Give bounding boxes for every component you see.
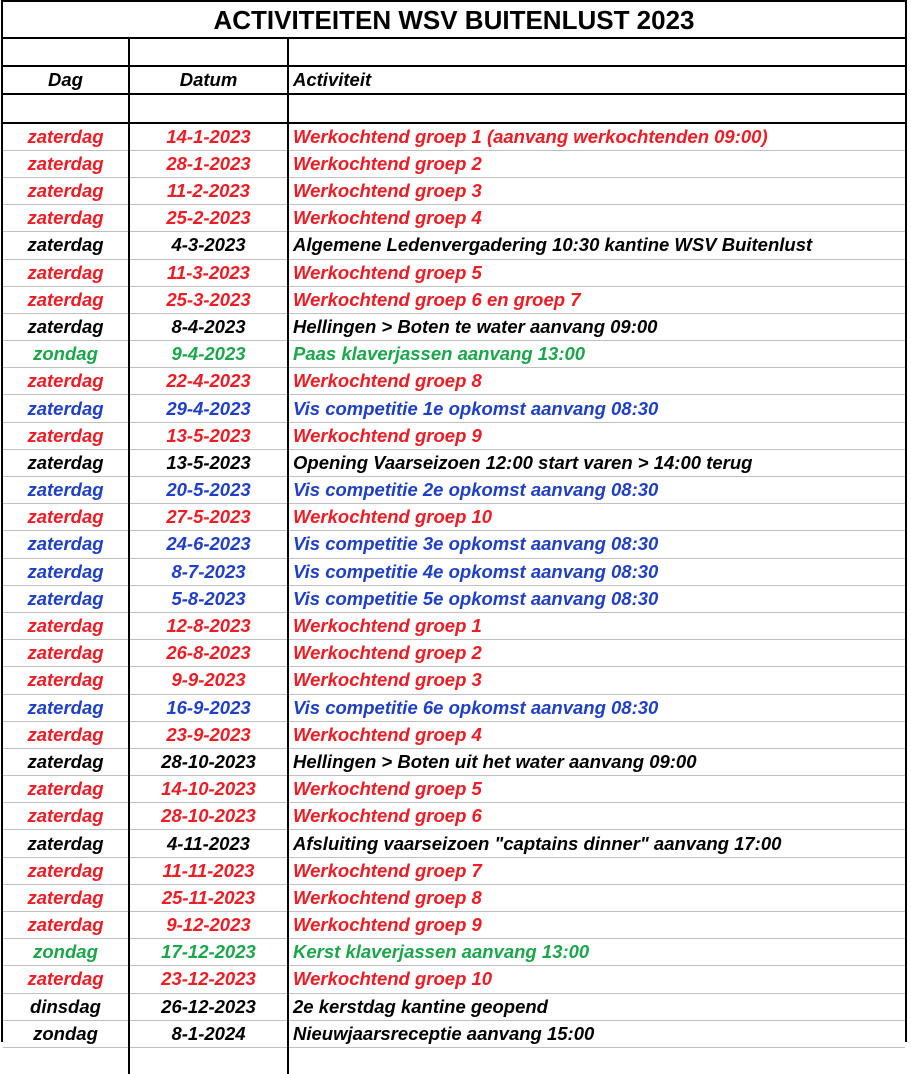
cell-dag[interactable]: zaterdag: [3, 368, 129, 395]
cell-activiteit[interactable]: Paas klaverjassen aanvang 13:00: [288, 341, 905, 368]
blank-row-bottom: [3, 1047, 905, 1074]
table-row: [3, 341, 905, 368]
cell-dag[interactable]: zaterdag: [3, 803, 129, 830]
cell-dag[interactable]: dinsdag: [3, 993, 129, 1020]
cell-datum[interactable]: 4-11-2023: [129, 830, 288, 857]
cell-datum[interactable]: 13-5-2023: [129, 449, 288, 476]
table-row: [3, 640, 905, 667]
cell-datum[interactable]: 26-8-2023: [129, 640, 288, 667]
cell-dag[interactable]: zaterdag: [3, 667, 129, 694]
cell-datum[interactable]: 9-4-2023: [129, 341, 288, 368]
cell-activiteit[interactable]: Werkochtend groep 2: [288, 150, 905, 177]
cell-activiteit[interactable]: Werkochtend groep 10: [288, 966, 905, 993]
cell-datum[interactable]: 28-10-2023: [129, 748, 288, 775]
blank-row-top: [3, 39, 905, 66]
cell-datum[interactable]: 8-7-2023: [129, 558, 288, 585]
cell-dag[interactable]: zaterdag: [3, 748, 129, 775]
sheet-title: ACTIVITEITEN WSV BUITENLUST 2023: [3, 2, 905, 39]
cell-activiteit[interactable]: Kerst klaverjassen aanvang 13:00: [288, 939, 905, 966]
cell-dag[interactable]: zondag: [3, 939, 129, 966]
cell-datum[interactable]: 25-11-2023: [129, 884, 288, 911]
cell-activiteit[interactable]: Werkochtend groep 3: [288, 667, 905, 694]
cell-activiteit[interactable]: Hellingen > Boten te water aanvang 09:00: [288, 313, 905, 340]
cell-dag[interactable]: zaterdag: [3, 640, 129, 667]
cell-dag[interactable]: zaterdag: [3, 857, 129, 884]
table-row: [3, 232, 905, 259]
blank-cell[interactable]: [288, 39, 905, 66]
blank-cell[interactable]: [129, 94, 288, 122]
activity-sheet: [1, 0, 907, 1042]
cell-activiteit[interactable]: Werkochtend groep 9: [288, 912, 905, 939]
table-row: [3, 504, 905, 531]
cell-activiteit[interactable]: Opening Vaarseizoen 12:00 start varen > 14:00 terug: [288, 449, 905, 476]
cell-datum[interactable]: 25-3-2023: [129, 286, 288, 313]
table-row: [3, 993, 905, 1020]
header-dag[interactable]: Dag: [3, 66, 129, 94]
cell-dag[interactable]: zaterdag: [3, 177, 129, 204]
cell-datum[interactable]: 8-4-2023: [129, 313, 288, 340]
blank-row-after-header: [3, 94, 905, 122]
blank-cell[interactable]: [3, 39, 129, 66]
cell-dag[interactable]: zaterdag: [3, 721, 129, 748]
cell-dag[interactable]: zaterdag: [3, 259, 129, 286]
cell-activiteit[interactable]: Afsluiting vaarseizoen "captains dinner" aanvang 17:00: [288, 830, 905, 857]
cell-activiteit[interactable]: Nieuwjaarsreceptie aanvang 15:00: [288, 1020, 905, 1047]
cell-dag[interactable]: zaterdag: [3, 313, 129, 340]
cell-datum[interactable]: 23-12-2023: [129, 966, 288, 993]
header-datum[interactable]: Datum: [129, 66, 288, 94]
cell-datum[interactable]: 28-10-2023: [129, 803, 288, 830]
cell-datum[interactable]: 22-4-2023: [129, 368, 288, 395]
cell-datum[interactable]: 25-2-2023: [129, 205, 288, 232]
cell-activiteit[interactable]: Vis competitie 6e opkomst aanvang 08:30: [288, 694, 905, 721]
table-row: [3, 123, 905, 151]
table-row: [3, 205, 905, 232]
cell-dag[interactable]: zaterdag: [3, 558, 129, 585]
cell-activiteit[interactable]: Werkochtend groep 10: [288, 504, 905, 531]
blank-cell[interactable]: [129, 39, 288, 66]
cell-activiteit[interactable]: Werkochtend groep 1: [288, 612, 905, 639]
table-row: [3, 368, 905, 395]
table-row: [3, 449, 905, 476]
cell-datum[interactable]: 27-5-2023: [129, 504, 288, 531]
cell-datum[interactable]: 9-12-2023: [129, 912, 288, 939]
cell-datum[interactable]: 26-12-2023: [129, 993, 288, 1020]
table-row: [3, 667, 905, 694]
header-row: [3, 66, 905, 94]
table-row: [3, 803, 905, 830]
cell-datum[interactable]: 11-11-2023: [129, 857, 288, 884]
cell-dag[interactable]: zaterdag: [3, 449, 129, 476]
blank-cell[interactable]: [3, 1047, 129, 1074]
cell-dag[interactable]: zaterdag: [3, 477, 129, 504]
cell-datum[interactable]: 28-1-2023: [129, 150, 288, 177]
cell-dag[interactable]: zondag: [3, 1020, 129, 1047]
cell-dag[interactable]: zaterdag: [3, 966, 129, 993]
cell-datum[interactable]: 13-5-2023: [129, 422, 288, 449]
table-row: [3, 748, 905, 775]
cell-dag[interactable]: zaterdag: [3, 422, 129, 449]
cell-dag[interactable]: zaterdag: [3, 531, 129, 558]
cell-datum[interactable]: 16-9-2023: [129, 694, 288, 721]
table-row: [3, 177, 905, 204]
cell-activiteit[interactable]: Werkochtend groep 5: [288, 776, 905, 803]
cell-dag[interactable]: zaterdag: [3, 830, 129, 857]
cell-activiteit[interactable]: Vis competitie 1e opkomst aanvang 08:30: [288, 395, 905, 422]
cell-activiteit[interactable]: Vis competitie 4e opkomst aanvang 08:30: [288, 558, 905, 585]
cell-activiteit[interactable]: Werkochtend groep 6 en groep 7: [288, 286, 905, 313]
cell-dag[interactable]: zaterdag: [3, 504, 129, 531]
cell-dag[interactable]: zaterdag: [3, 286, 129, 313]
cell-dag[interactable]: zaterdag: [3, 585, 129, 612]
cell-dag[interactable]: zaterdag: [3, 776, 129, 803]
table-row: [3, 477, 905, 504]
table-row: [3, 585, 905, 612]
cell-activiteit[interactable]: Hellingen > Boten uit het water aanvang 09:00: [288, 748, 905, 775]
blank-cell[interactable]: [129, 1047, 288, 1074]
table-row: [3, 558, 905, 585]
cell-activiteit[interactable]: 2e kerstdag kantine geopend: [288, 993, 905, 1020]
cell-activiteit[interactable]: Werkochtend groep 4: [288, 721, 905, 748]
activity-table: [3, 39, 905, 1074]
table-row: [3, 912, 905, 939]
cell-activiteit[interactable]: Werkochtend groep 7: [288, 857, 905, 884]
cell-datum[interactable]: 24-6-2023: [129, 531, 288, 558]
cell-activiteit[interactable]: Werkochtend groep 3: [288, 177, 905, 204]
cell-dag[interactable]: zaterdag: [3, 232, 129, 259]
table-row: [3, 776, 905, 803]
cell-dag[interactable]: zaterdag: [3, 612, 129, 639]
table-row: [3, 395, 905, 422]
cell-activiteit[interactable]: Werkochtend groep 4: [288, 205, 905, 232]
table-row: [3, 612, 905, 639]
cell-datum[interactable]: 14-10-2023: [129, 776, 288, 803]
table-row: [3, 857, 905, 884]
cell-dag[interactable]: zaterdag: [3, 205, 129, 232]
cell-activiteit[interactable]: Werkochtend groep 9: [288, 422, 905, 449]
table-row: [3, 286, 905, 313]
cell-datum[interactable]: 17-12-2023: [129, 939, 288, 966]
table-row: [3, 830, 905, 857]
cell-activiteit[interactable]: Werkochtend groep 5: [288, 259, 905, 286]
cell-dag[interactable]: zaterdag: [3, 912, 129, 939]
cell-dag[interactable]: zondag: [3, 341, 129, 368]
cell-datum[interactable]: 12-8-2023: [129, 612, 288, 639]
cell-datum[interactable]: 4-3-2023: [129, 232, 288, 259]
cell-datum[interactable]: 20-5-2023: [129, 477, 288, 504]
cell-datum[interactable]: 14-1-2023: [129, 123, 288, 151]
cell-datum[interactable]: 9-9-2023: [129, 667, 288, 694]
cell-activiteit[interactable]: Vis competitie 5e opkomst aanvang 08:30: [288, 585, 905, 612]
cell-datum[interactable]: 11-2-2023: [129, 177, 288, 204]
table-row: [3, 531, 905, 558]
table-row: [3, 694, 905, 721]
cell-activiteit[interactable]: Algemene Ledenvergadering 10:30 kantine WSV Buitenlust: [288, 232, 905, 259]
table-row: [3, 884, 905, 911]
table-row: [3, 422, 905, 449]
table-row: [3, 966, 905, 993]
cell-activiteit[interactable]: Werkochtend groep 1 (aanvang werkochtenden 09:00): [288, 123, 905, 151]
cell-dag[interactable]: zaterdag: [3, 395, 129, 422]
cell-activiteit[interactable]: Vis competitie 2e opkomst aanvang 08:30: [288, 477, 905, 504]
cell-activiteit[interactable]: Vis competitie 3e opkomst aanvang 08:30: [288, 531, 905, 558]
header-activiteit[interactable]: Activiteit: [288, 66, 905, 94]
cell-activiteit[interactable]: Werkochtend groep 8: [288, 884, 905, 911]
cell-datum[interactable]: 29-4-2023: [129, 395, 288, 422]
cell-activiteit[interactable]: Werkochtend groep 8: [288, 368, 905, 395]
table-row: [3, 1020, 905, 1047]
cell-activiteit[interactable]: Werkochtend groep 6: [288, 803, 905, 830]
table-row: [3, 313, 905, 340]
cell-dag[interactable]: zaterdag: [3, 150, 129, 177]
cell-activiteit[interactable]: Werkochtend groep 2: [288, 640, 905, 667]
table-row: [3, 150, 905, 177]
cell-datum[interactable]: 11-3-2023: [129, 259, 288, 286]
cell-datum[interactable]: 23-9-2023: [129, 721, 288, 748]
cell-datum[interactable]: 8-1-2024: [129, 1020, 288, 1047]
blank-cell[interactable]: [288, 94, 905, 122]
table-row: [3, 259, 905, 286]
table-row: [3, 721, 905, 748]
blank-cell[interactable]: [3, 94, 129, 122]
cell-dag[interactable]: zaterdag: [3, 694, 129, 721]
cell-dag[interactable]: zaterdag: [3, 123, 129, 151]
blank-cell[interactable]: [288, 1047, 905, 1074]
cell-datum[interactable]: 5-8-2023: [129, 585, 288, 612]
table-row: [3, 939, 905, 966]
cell-dag[interactable]: zaterdag: [3, 884, 129, 911]
